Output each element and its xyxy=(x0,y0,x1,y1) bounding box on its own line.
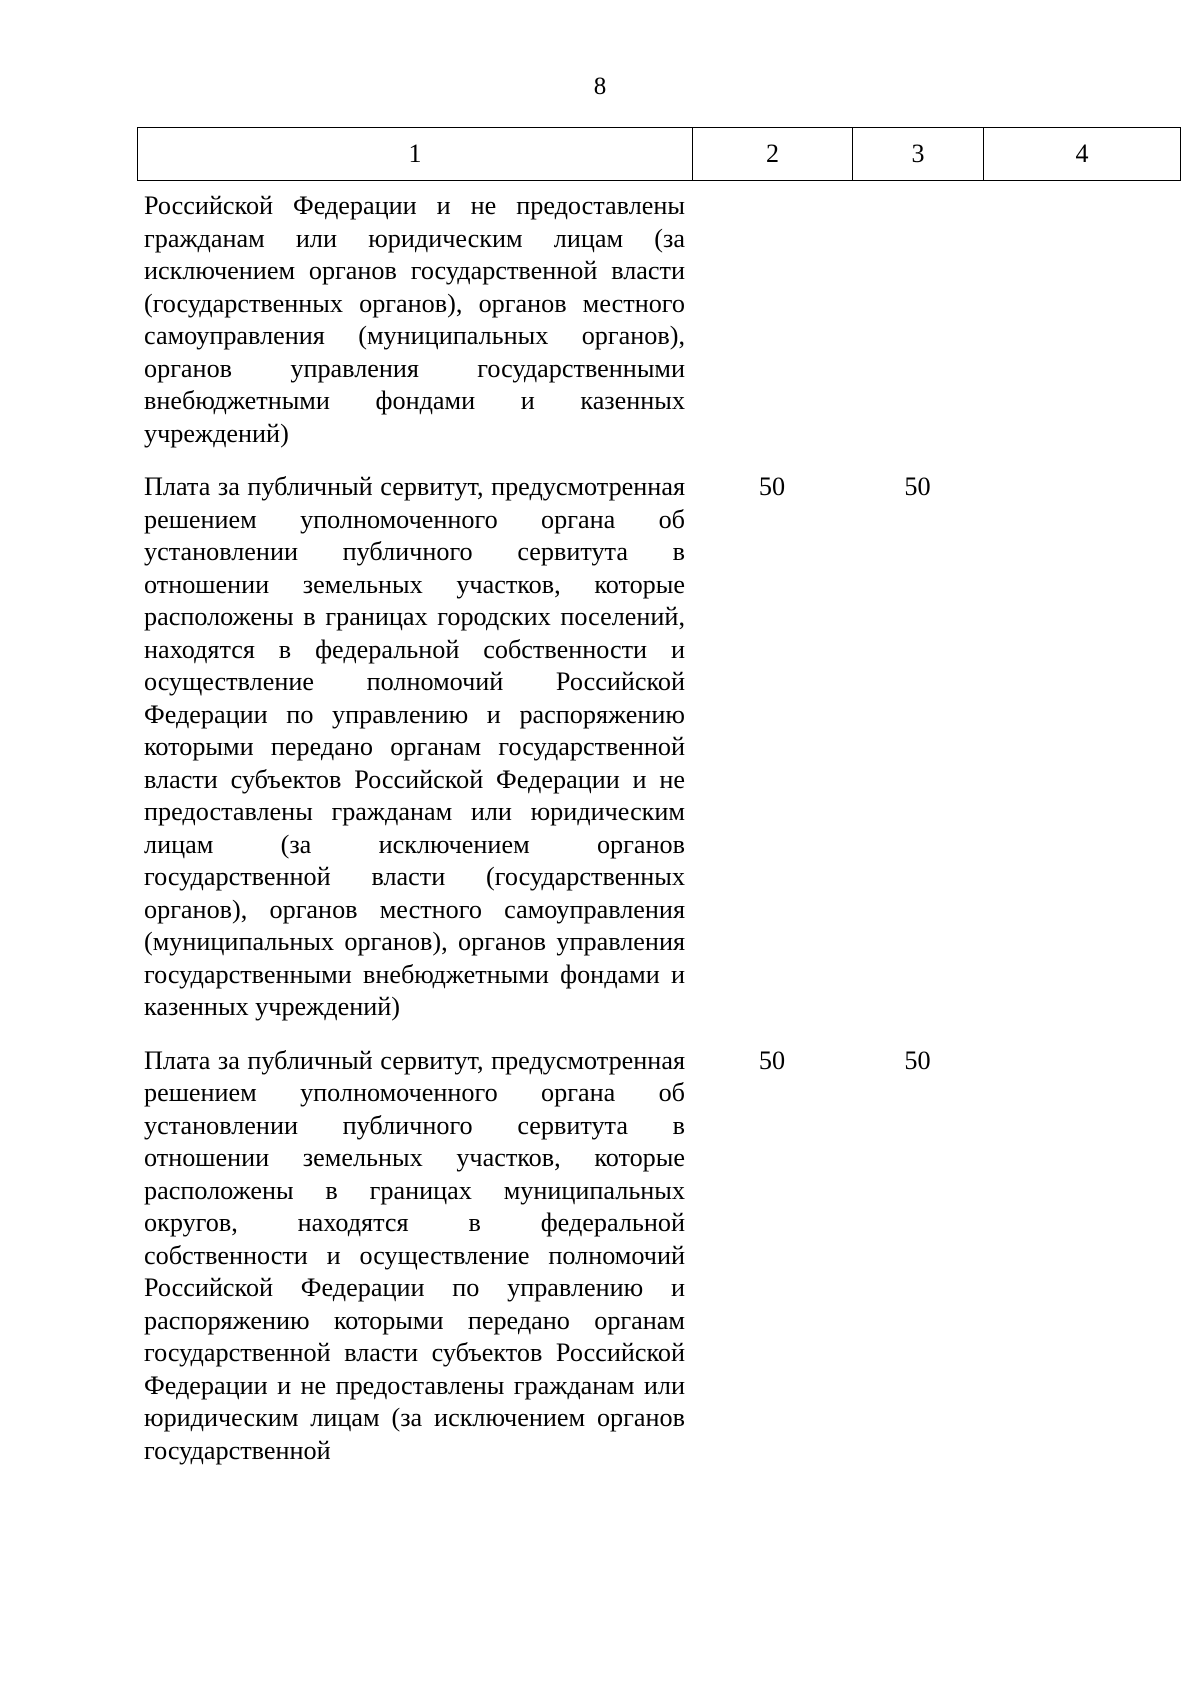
table-row xyxy=(137,450,1180,1024)
column-header-3: 3 xyxy=(853,128,984,181)
row-value-col3 xyxy=(852,190,983,450)
row-description-text: Российской Федерации и не предоставлены гражданам или юридическим лицам (за исключением органов государственной власти (государственных органов), органов местного самоуправления (муниципальных органов), органов управления государственными внебюджетными фондами и казенных учреждений) xyxy=(144,191,685,448)
page-number: 8 xyxy=(593,73,607,100)
row-description xyxy=(137,450,692,1024)
row-value-col3: 50 xyxy=(904,472,931,501)
row-description-text: Плата за публичный сервитут, предусмотренная решением уполномоченного органа об установлении публичного сервитута в отношении земельных участков, которые расположены в границах муниципальных округов, находятся в федеральной собственности и осуществление полномочий Российской Федерации по управлению и распоряжению которыми передано органам государственной власти субъектов Российской Федерации и не предоставлены гражданам или юридическим лицам (за исключением органов государственной xyxy=(144,1045,685,1465)
column-header-row xyxy=(138,128,1181,181)
row-description xyxy=(137,1024,692,1468)
row-description xyxy=(137,190,692,450)
row-value-col4 xyxy=(983,1024,1180,1468)
row-value-col2 xyxy=(692,190,852,450)
row-value-col2: 50 xyxy=(758,1045,786,1075)
content-table xyxy=(137,190,1180,1467)
row-value-col4 xyxy=(983,190,1180,450)
row-value-col4 xyxy=(983,450,1180,1024)
column-header-4: 4 xyxy=(984,128,1181,181)
row-value-col3: 50 xyxy=(904,1045,931,1075)
column-header-2: 2 xyxy=(693,128,853,181)
table-row xyxy=(137,1024,1180,1468)
column-header-table xyxy=(137,127,1181,181)
table-row xyxy=(137,190,1180,450)
row-description-text: Плата за публичный сервитут, предусмотренная решением уполномоченного органа об установлении публичного сервитута в отношении земельных участков, которые расположены в границах городских поселений, находятся в федеральной собственности и осуществление полномочий Российской Федерации по управлению и распоряжению которыми передано органам государственной власти субъектов Российской Федерации и не предоставлены гражданам или юридическим лицам (за исключением органов государственной власти (государственных органов), органов местного самоуправления (муниципальных органов), органов управления государственными внебюджетными фондами и казенных учреждений) xyxy=(144,472,685,1021)
row-value-col2: 50 xyxy=(758,472,786,501)
column-header-1: 1 xyxy=(138,128,693,181)
